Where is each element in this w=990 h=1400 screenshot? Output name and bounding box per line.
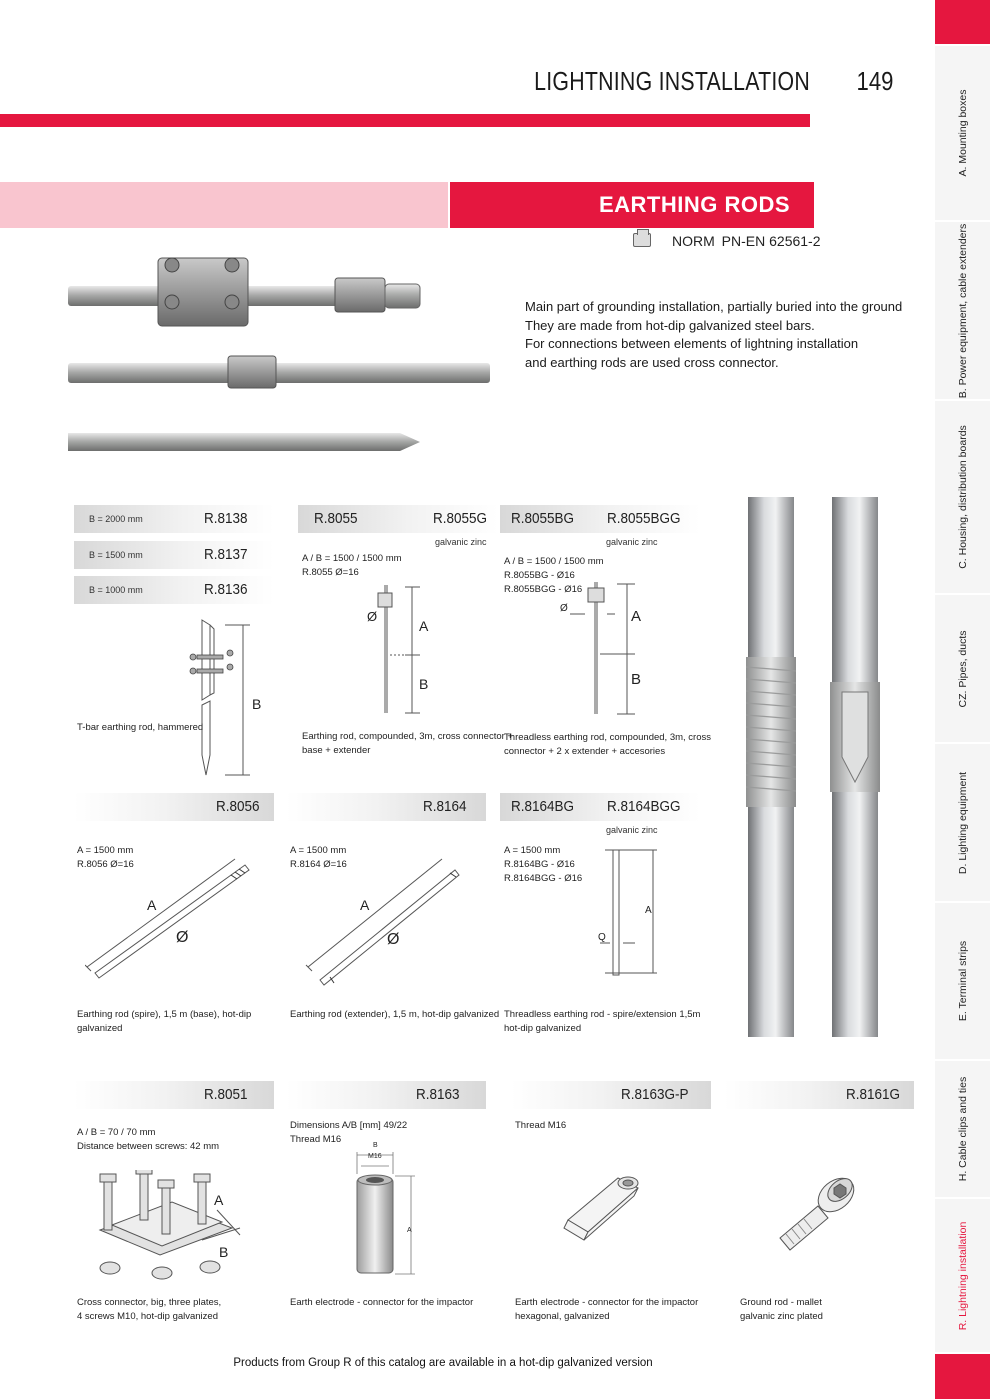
caption-line: Earthing rod (extender), 1,5 m, hot-dip galvanized [290,1009,500,1020]
spec-line: Distance between screws: 42 mm [77,1141,220,1152]
product-row-r8137 [74,541,274,569]
product-header-r8163gp [511,1081,711,1109]
tab-pipes[interactable] [935,595,990,743]
r8163gp-drawing [560,1170,650,1250]
page-title: LIGHTNING INSTALLATION [534,66,810,96]
product-spec [302,552,402,580]
folder-icon [633,233,651,247]
earthing-rods-photo [60,240,510,470]
chapter-tabs [935,0,990,1400]
product-spec [77,1126,219,1154]
spec-line: R.8164BGG - Ø16 [504,873,583,884]
page-number: 149 [856,66,894,96]
spec-line: R.8164BG - Ø16 [504,859,575,870]
description-line: and earthing rods are used cross connector. [525,354,779,370]
dimension-label-a: A [214,1192,224,1208]
dimension-label-a: A [147,897,157,913]
description-line: Main part of grounding installation, partially buried into the ground [525,299,903,314]
caption-line: Threadless earthing rod, compounded, 3m, cross [504,732,711,743]
product-header-r8164bg [500,793,700,821]
tab-cable-clips[interactable] [935,1061,990,1198]
galvanic-note: galvanic zinc [435,537,487,547]
norm-reference [672,233,821,249]
spec-line: Thread M16 [515,1120,567,1131]
caption-line: base + extender [302,745,371,756]
product-header-r8164 [286,793,486,821]
product-header-r8055 [298,505,498,533]
r8056-drawing [85,855,260,985]
dimension-label-d: Ø [367,609,378,624]
product-row-r8138 [74,505,274,533]
product-caption: T-bar earthing rod, hammered [77,722,204,733]
spec-line: A / B = 1500 / 1500 mm [504,556,604,567]
dimension-label-a: A [631,608,642,625]
product-code: R.8051 [204,1086,248,1103]
tab-bottom-accent [935,1354,990,1400]
spec-line: R.8164 Ø=16 [290,859,347,870]
r8161g-drawing [770,1170,865,1255]
dimension-label-a: A [645,905,652,916]
caption-line: 4 screws M10, hot-dip galvanized [77,1311,218,1322]
caption-line: Earth electrode - connector for the impactor [515,1297,699,1308]
spec-line: A = 1500 mm [77,845,134,856]
product-row-r8136 [74,576,274,604]
section-band [0,182,448,228]
caption-line: Threadless earthing rod - spire/extension 1,5m [504,1009,701,1020]
spec-line: R.8055BGG - Ø16 [504,584,583,595]
tab-terminal-strips[interactable] [935,903,990,1060]
dimension-label-d: Ø [560,603,568,614]
r8163-drawing [345,1150,425,1280]
product-header-r8163 [286,1081,486,1109]
dimension-label-b: B [373,1142,378,1149]
product-caption [302,730,513,758]
product-caption [515,1296,698,1324]
product-code: R.8056 [216,798,260,815]
description-line: They are made from hot-dip galvanized steel bars. [525,317,815,333]
r8055-drawing [350,585,450,715]
r8051-drawing [92,1170,252,1285]
caption-line: connector + 2 x extender + accesories [504,746,666,757]
product-code: R.8164BG [511,798,575,815]
dimension-label-d: Ø [387,931,400,948]
product-caption [290,1296,473,1310]
tab-top-accent [935,0,990,45]
tab-label: B. Power equipment, cable extenders [956,223,969,398]
product-code: R.8055 [314,510,358,527]
product-caption [77,1008,251,1036]
galvanic-note: galvanic zinc [606,537,658,547]
product-code: R.8137 [204,546,248,563]
caption-line: Earthing rod (spire), 1,5 m (base), hot-dip [77,1009,252,1020]
dimension-label-d: Q [598,932,606,943]
spec-line: A / B = 1500 / 1500 mm [302,553,402,564]
r8055bg-drawing [555,582,655,717]
galvanic-note: galvanic zinc [606,825,658,835]
dimension-label-b: B [219,1244,229,1260]
product-spec [515,1119,566,1133]
spec-line: A = 1500 mm [504,845,561,856]
product-code: R.8161G [846,1086,901,1103]
dimension-label-b: B [252,696,262,712]
section-title: EARTHING RODS [450,182,814,228]
product-code: R.8138 [204,510,248,527]
tab-power-equipment[interactable] [935,222,990,400]
product-caption [740,1296,823,1324]
dimension-label-thread: M16 [368,1153,382,1160]
caption-line: Cross connector, big, three plates, [77,1297,222,1308]
dimension-label-d: Ø [176,929,189,946]
tab-label: CZ. Pipes, ducts [956,629,969,708]
caption-line: Earth electrode - connector for the impactor [290,1297,474,1308]
tab-label: H. Cable clips and ties [956,1076,969,1182]
spec-line: R.8056 Ø=16 [77,859,134,870]
caption-line: Ground rod - mallet [740,1297,822,1308]
page-footer-note: Products from Group R of this catalog are available in a hot-dip galvanized version [233,1357,653,1369]
spec-line: A = 1500 mm [290,845,347,856]
product-code-galvanic: R.8164BGG [607,798,681,815]
tab-label: E. Terminal strips [956,940,969,1022]
dimension-label-b: B [631,671,642,688]
product-caption [290,1008,499,1022]
product-code: R.8164 [423,798,467,815]
spec-line: R.8055BG - Ø16 [504,570,575,581]
tab-lighting-equipment[interactable] [935,744,990,902]
caption-line: hot-dip galvanized [504,1023,582,1034]
product-size: B = 1000 mm [89,585,143,595]
header-divider [0,114,810,127]
description-line: For connections between elements of lightning installation [525,336,859,351]
caption-line: galvanized [77,1023,123,1034]
spec-line: Dimensions A/B [mm] 49/22 [290,1120,408,1131]
product-caption [504,731,711,759]
product-caption [504,1008,700,1036]
tab-housing[interactable] [935,401,990,594]
r8164bg-drawing [595,845,665,977]
spec-line: A / B = 70 / 70 mm [77,1127,156,1138]
product-header-r8051 [74,1081,274,1109]
product-size: B = 1500 mm [89,550,143,560]
product-size: B = 2000 mm [89,514,143,524]
product-header-r8056 [74,793,274,821]
product-header-r8055bg [500,505,700,533]
product-code: R.8136 [204,581,248,598]
spec-line: R.8055 Ø=16 [302,567,359,578]
tab-label: D. Lighting equipment [956,771,969,874]
product-code: R.8163G-P [621,1086,689,1103]
dimension-label-a: A [407,1227,412,1234]
tab-mounting-boxes[interactable] [935,46,990,221]
product-spec [504,844,582,886]
product-code-galvanic: R.8055BGG [607,510,681,527]
tab-lightning-installation[interactable] [935,1199,990,1353]
product-code-galvanic: R.8055G [433,510,488,527]
norm-value: PN-EN 62561-2 [721,233,821,249]
tab-label: C. Housing, distribution boards [956,425,969,569]
rod-connection-photo [738,497,918,1037]
product-code: R.8055BG [511,510,575,527]
dimension-label-a: A [360,897,370,913]
tab-label: A. Mounting boxes [956,89,969,177]
product-header-r8161g [724,1081,914,1109]
tab-label: R. Lightning installation [956,1221,969,1330]
caption-line: hexagonal, galvanized [515,1311,610,1322]
dimension-label-b: B [419,676,429,692]
spec-line: Thread M16 [290,1134,342,1145]
product-caption [77,1296,221,1324]
product-spec [290,1119,407,1147]
section-description [525,298,905,372]
caption-line: Earthing rod, compounded, 3m, cross connector + [302,731,513,742]
dimension-label-a: A [419,618,429,634]
caption-line: galvanic zinc plated [740,1311,823,1322]
norm-label: NORM [672,233,715,249]
r8164-drawing [300,855,470,990]
product-code: R.8163 [416,1086,460,1103]
